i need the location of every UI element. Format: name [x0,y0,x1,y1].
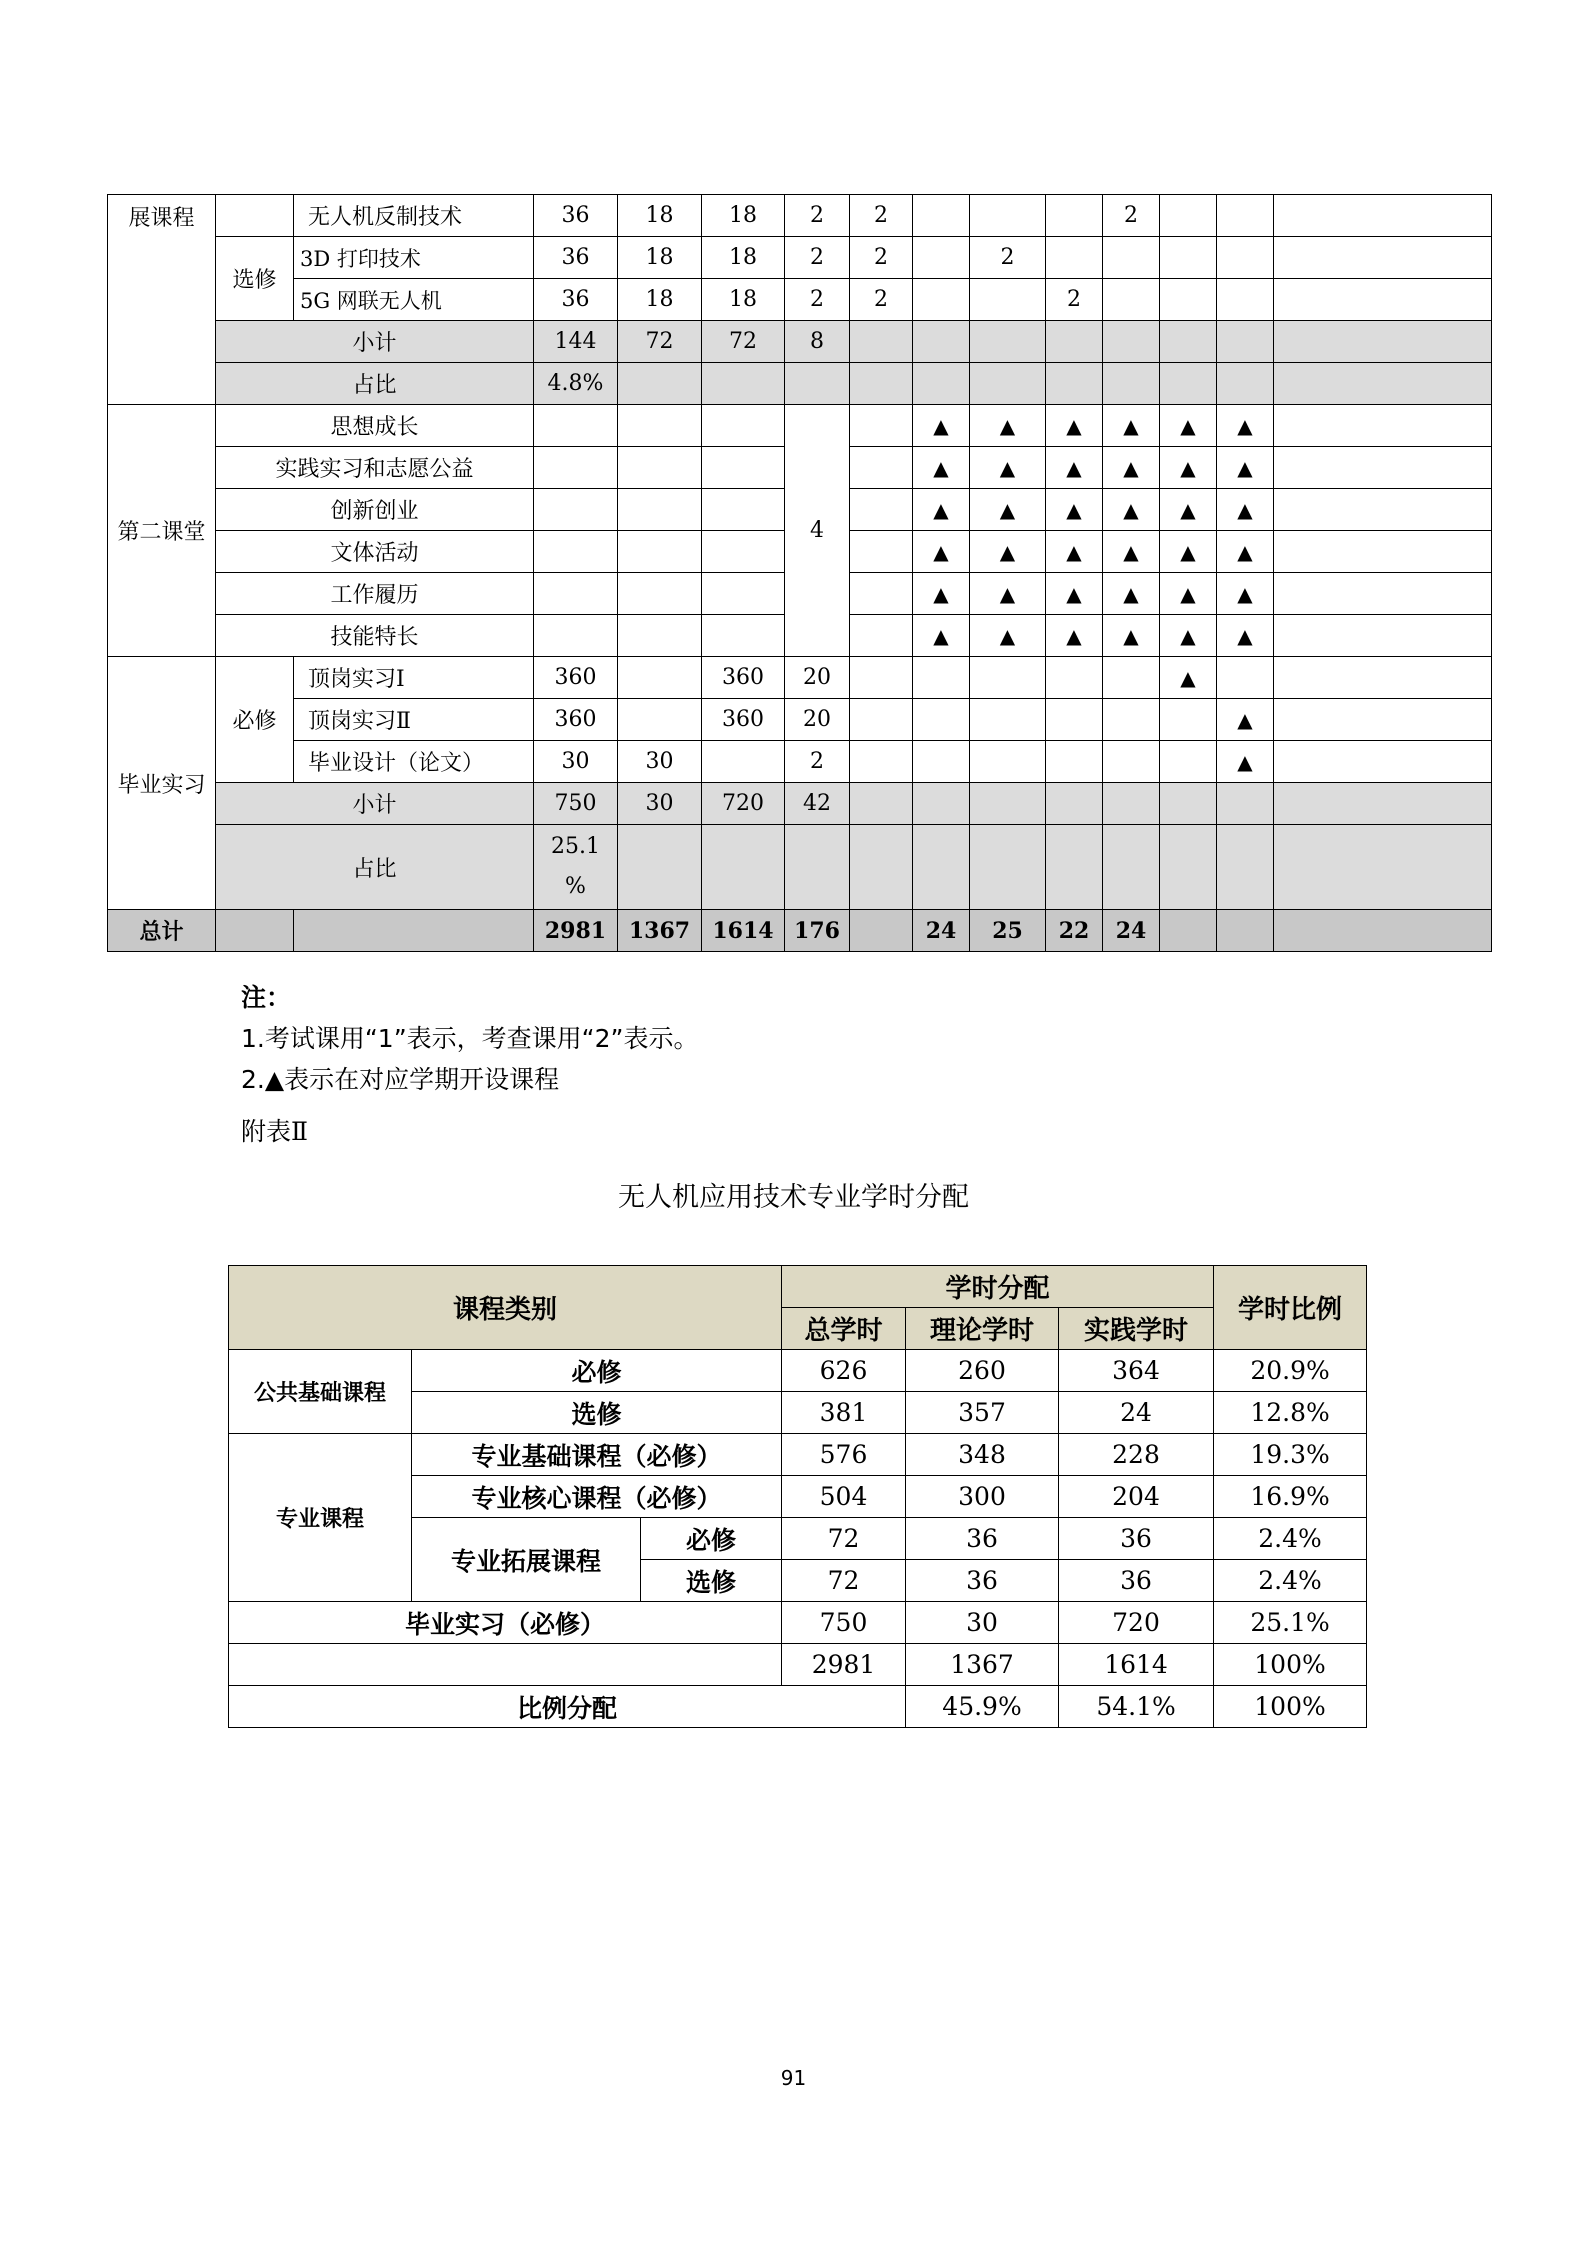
subtotal-row: 小计 144 72 72 8 [108,321,1492,363]
table-row: 公共基础课程 必修 626 260 364 20.9% [229,1350,1367,1392]
course-name: 3D 打印技术 [294,237,534,279]
table-row: 专业核心课程（必修） 504 300 204 16.9% [229,1476,1367,1518]
activity-name: 创新创业 [216,489,534,531]
activity-name: 工作履历 [216,573,534,615]
activity-name: 文体活动 [216,531,534,573]
subtotal-row: 小计 750 30 720 42 [108,783,1492,825]
category-cell: 展课程 [108,195,216,405]
table-row: 技能特长 ▲ ▲ ▲ ▲ ▲ ▲ [108,615,1492,657]
total-row: 总计 2981 1367 1614 176 24 25 22 24 [108,910,1492,952]
category-cell: 第二课堂 [108,405,216,657]
credit-cell: 4 [785,405,850,657]
note-heading: 注： [241,983,292,1012]
activity-name: 技能特长 [216,615,534,657]
table-row: 第二课堂 思想成长 4 ▲ ▲ ▲ ▲ ▲ ▲ [108,405,1492,447]
course-name: 5G 网联无人机 [294,279,534,321]
table-row: 毕业实习 必修 顶岗实习Ⅰ 360 360 20 ▲ [108,657,1492,699]
course-name: 毕业设计（论文） [294,741,534,783]
table-row: 选修 381 357 24 12.8% [229,1392,1367,1434]
note-1: 1.考试课用“1”表示，考查课用“2”表示。 [241,1024,699,1053]
course-name: 顶岗实习Ⅱ [294,699,534,741]
table-row: 毕业实习（必修） 750 30 720 25.1% [229,1602,1367,1644]
table-title: 无人机应用技术专业学时分配 [618,1182,969,1213]
table-row: 工作履历 ▲ ▲ ▲ ▲ ▲ ▲ [108,573,1492,615]
sum-row: 2981 1367 1614 100% [229,1644,1367,1686]
activity-name: 实践实习和志愿公益 [216,447,534,489]
appendix-label: 附表Ⅱ [241,1117,308,1146]
header-row: 总学时 理论学时 实践学时 [229,1308,1367,1350]
table-row: 实践实习和志愿公益 ▲ ▲ ▲ ▲ ▲ ▲ [108,447,1492,489]
table-row: 文体活动 ▲ ▲ ▲ ▲ ▲ ▲ [108,531,1492,573]
table-row: 专业拓展课程 必修 72 36 36 2.4% [229,1518,1367,1560]
course-name: 顶岗实习Ⅰ [294,657,534,699]
table-row: 展课程 无人机反制技术 36 18 18 2 2 2 [108,195,1492,237]
table-row: 选修 3D 打印技术 36 18 18 2 2 2 [108,237,1492,279]
ratio-value: 25.1 % [534,825,618,910]
ratio-row: 占比 4.8% [108,363,1492,405]
table-row: 创新创业 ▲ ▲ ▲ ▲ ▲ ▲ [108,489,1492,531]
category-cell: 毕业实习 [108,657,216,910]
table-row: 5G 网联无人机 36 18 18 2 2 2 [108,279,1492,321]
activity-name: 思想成长 [216,405,534,447]
header-row: 课程类别 学时分配 学时比例 [229,1266,1367,1308]
required-label: 必修 [216,657,294,783]
course-schedule-table [107,194,1492,952]
table-row: 选修 72 36 36 2.4% [229,1560,1367,1602]
hours-allocation-table [228,1265,1367,1728]
table-row: 毕业设计（论文） 30 30 2 ▲ [108,741,1492,783]
ratio-row: 占比 25.1 % [108,825,1492,910]
proportion-row: 比例分配 45.9% 54.1% 100% [229,1686,1367,1728]
table-row: 专业课程 专业基础课程（必修） 576 348 228 19.3% [229,1434,1367,1476]
page-number: 91 [780,2066,807,2090]
table-row: 顶岗实习Ⅱ 360 360 20 ▲ [108,699,1492,741]
note-2: 2.▲表示在对应学期开设课程 [241,1065,560,1094]
elective-label: 选修 [216,237,294,321]
course-name: 无人机反制技术 [294,195,534,237]
